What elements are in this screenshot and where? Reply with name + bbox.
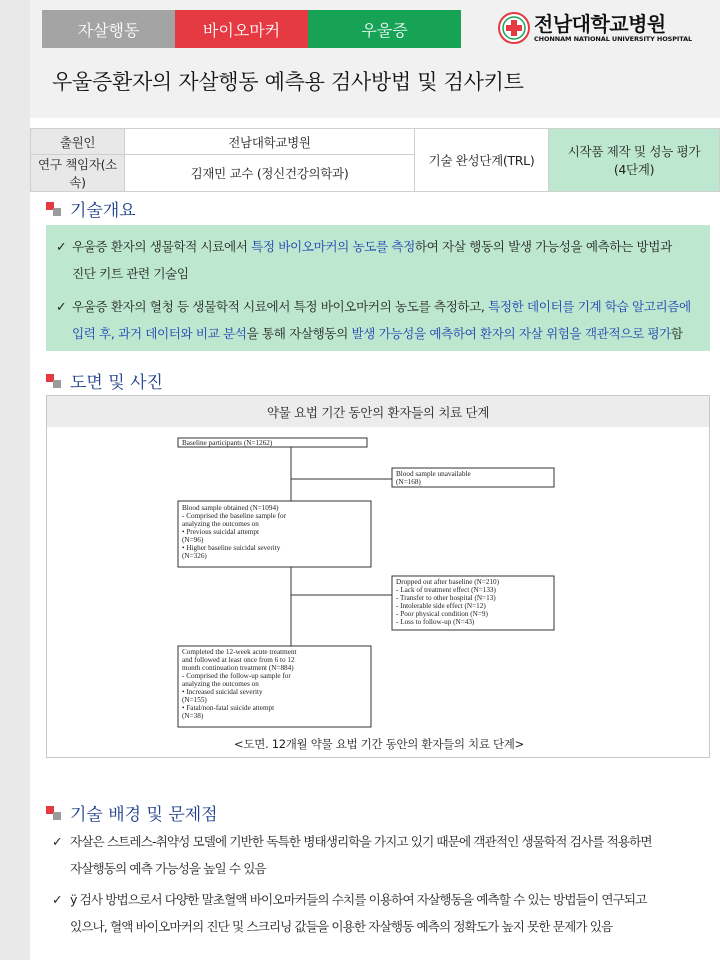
overview-highlight: 발생 가능성을 예측하여 환자의 자살 위험을 객관적으로 평가 xyxy=(351,326,671,341)
overview-highlight: 특정 바이오마커의 농도를 측정 xyxy=(251,239,415,254)
section-title-overview xyxy=(46,196,136,221)
overview-text: 함 xyxy=(670,326,683,341)
check-icon: ✓ xyxy=(52,834,62,849)
trl-value xyxy=(549,129,720,192)
researcher-label: 연구 책임자(소속) xyxy=(31,155,125,192)
overview-item xyxy=(56,293,700,347)
trl-value-line2: (4단계) xyxy=(613,162,655,177)
hospital-name-korean: 전남대학교병원 xyxy=(534,11,666,36)
trl-value-line1: 시작품 제작 및 성능 평가 xyxy=(567,144,701,159)
figure-caption: <도면. 12개월 약물 요법 기간 동안의 환자들의 치료 단계> xyxy=(234,737,524,751)
applicant-value: 전남대학교병원 xyxy=(125,129,415,155)
section-title-text: 도면 및 사진 xyxy=(70,373,163,393)
figure-title: 약물 요법 기간 동안의 환자들의 치료 단계 xyxy=(47,396,709,427)
flow-box4: Dropped out after baseline (N=210) - Lack of treatment effect (N=133) - Transfer to other hospital (N=13) - Intolerable side effect (N=12) - Poor physical condition (N=9) - Loss to follow-up (N=43) xyxy=(396,578,500,626)
section-title-text: 기술 배경 및 문제점 xyxy=(70,805,218,825)
background-text: 자살은 스트레스-취약성 모델에 기반한 독특한 병태생리학을 가지고 있기 때문에 객관적인 생물학적 검사를 적용하면 xyxy=(70,834,652,849)
left-margin-bar xyxy=(0,0,30,960)
background-text: ÿ 검사 방법으로서 다양한 말초혈액 바이오마커들의 수치를 이용하여 자살행동을 예측할 수 있는 방법들이 연구되고 xyxy=(70,892,647,907)
flowchart-diagram xyxy=(47,428,711,728)
header xyxy=(30,0,720,118)
overview-highlight: 입력 후, xyxy=(72,326,119,341)
info-table xyxy=(30,128,720,192)
section-bullet-icon xyxy=(46,202,62,216)
overview-item xyxy=(56,233,700,287)
section-bullet-icon xyxy=(46,374,62,388)
overview-box xyxy=(46,225,710,351)
flow-box1: Baseline participants (N=1262) xyxy=(182,439,273,447)
flow-box2: Blood sample unavailable (N=168) xyxy=(396,470,471,486)
overview-text: 우울증 환자의 혈청 등 생물학적 시료에서 특정 바이오마커의 농도를 측정하고, xyxy=(72,299,489,314)
flow-box3: Blood sample obtained (N=1094) - Comprised the baseline sample for analyzing the outcomes on • Previous suicidal attempt (N=96) • Higher baseline suicidal severity (N=326) xyxy=(182,504,286,560)
section-title-background xyxy=(46,800,218,825)
background-text: 있으나, 혈액 바이오마커의 진단 및 스크리닝 값들을 이용한 자살행동 예측의 정확도가 높지 못한 문제가 있음 xyxy=(70,919,613,934)
page xyxy=(30,0,720,960)
trl-label: 기술 완성단계(TRL) xyxy=(415,129,549,192)
overview-highlight: 특정한 데이터를 기계 학습 알고리즘에 xyxy=(488,299,691,314)
researcher-value: 김재민 교수 (정신건강의학과) xyxy=(125,155,415,192)
tag-biomarker: 바이오마커 xyxy=(175,10,308,48)
keyword-tags xyxy=(42,10,461,48)
section-title-figure xyxy=(46,368,163,393)
check-icon: ✓ xyxy=(56,239,67,254)
background-list xyxy=(52,828,712,944)
check-icon: ✓ xyxy=(56,299,67,314)
figure-box xyxy=(46,395,710,758)
background-item xyxy=(52,828,712,882)
hospital-name-english: CHONNAM NATIONAL UNIVERSITY HOSPITAL xyxy=(534,34,693,43)
overview-text: 진단 키트 관련 기술임 xyxy=(72,266,189,281)
overview-highlight: 과거 데이터와 비교 분석 xyxy=(118,326,247,341)
overview-text: 을 통해 자살행동의 xyxy=(246,326,352,341)
hospital-logo xyxy=(498,12,692,44)
background-text: 자살행동의 예측 가능성을 높일 수 있음 xyxy=(70,861,266,876)
overview-text: 하여 자살 행동의 발생 가능성을 예측하는 방법과 xyxy=(414,239,672,254)
tag-depression: 우울증 xyxy=(308,10,461,48)
applicant-label: 출원인 xyxy=(31,129,125,155)
tag-suicidal-behavior: 자살행동 xyxy=(42,10,175,48)
page-title: 우울증환자의 자살행동 예측용 검사방법 및 검사키트 xyxy=(52,70,524,94)
overview-text: 우울증 환자의 생물학적 시료에서 xyxy=(72,239,252,254)
check-icon: ✓ xyxy=(52,892,62,907)
hospital-emblem-icon xyxy=(498,12,530,44)
section-title-text: 기술개요 xyxy=(70,201,136,221)
section-bullet-icon xyxy=(46,806,62,820)
background-item xyxy=(52,886,712,940)
flow-box5: Completed the 12-week acute treatment and followed at least once from 6 to 12 month continuation treatment (N=884) - Comprised the follow-up sample for analyzing the outcomes on • Increased suicidal severity (N=155) • Fatal/non-fatal suicide attempt (N=38) xyxy=(182,648,297,720)
